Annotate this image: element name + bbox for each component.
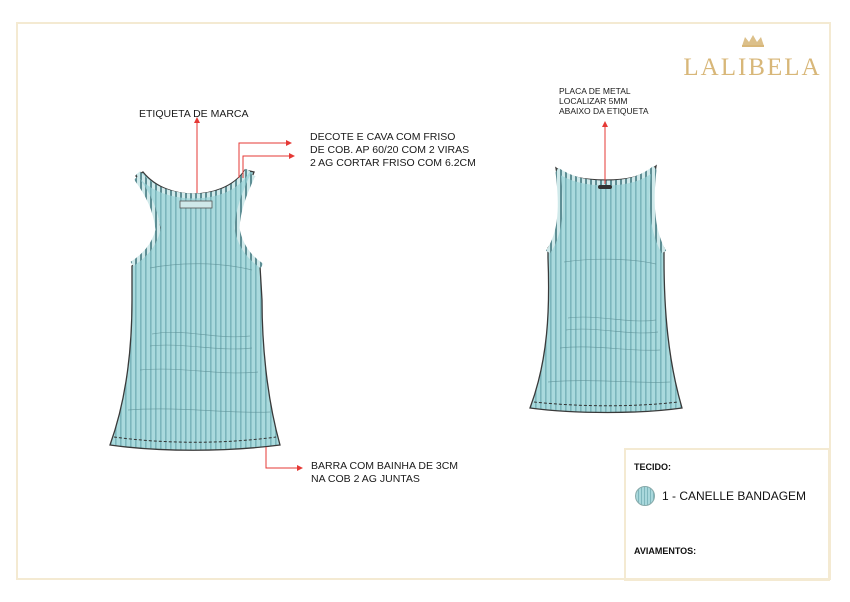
front-body [110, 170, 280, 450]
metal-plate [598, 185, 612, 189]
legend-box [624, 448, 830, 581]
front-brand-label [180, 201, 212, 208]
fabric-item: 1 - CANELLE BANDAGEM [662, 489, 807, 503]
neckline-note: DECOTE E CAVA COM FRISO DE COB. AP 60/20 COM 2 VIRAS 2 AG CORTAR FRISO COM 6.2CM [310, 131, 476, 170]
back-body [530, 166, 682, 413]
brand-label-note: ETIQUETA DE MARCA [139, 108, 249, 120]
hem-note: BARRA COM BAINHA DE 3CM NA COB 2 AG JUNTAS [311, 460, 459, 486]
fabric-title: TECIDO: [634, 462, 671, 472]
hem-arrow [266, 447, 300, 468]
back-view [530, 166, 682, 413]
trims-title: AVIAMENTOS: [634, 546, 697, 556]
brand-name: LALIBELA [683, 54, 822, 81]
front-view [110, 170, 280, 450]
fabric-swatch-icon [635, 486, 655, 506]
metal-plate-note: PLACA DE METAL LOCALIZAR 5MM ABAIXO DA ETIQUETA [559, 86, 649, 116]
